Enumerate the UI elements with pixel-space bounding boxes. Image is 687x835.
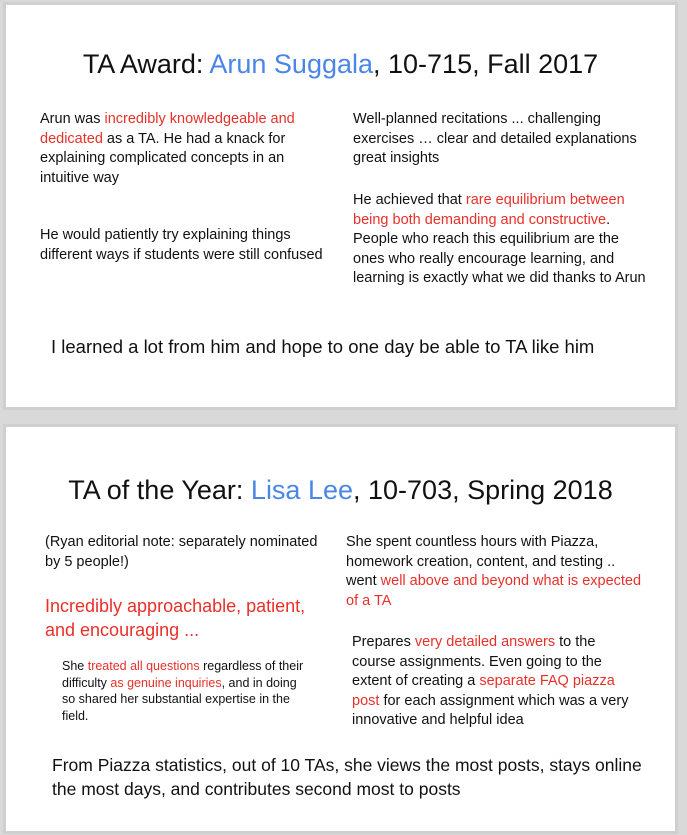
title-prefix: TA of the Year: [68,475,251,505]
awardee-name: Arun Suggala [209,49,374,79]
quote-equilibrium: He achieved that rare equilibrium between being both demanding and constructive. People who reach this equilibrium are the ones who really encourage learning, and learning is exactly what we did thanks to Arun [353,192,646,286]
closing-quote: I learned a lot from him and hope to one day be able to TA like him [51,336,595,357]
quote-knowledgeable: Arun was incredibly knowledgeable and dedicated as a TA. He had a knack for explaining complicated concepts in an intuitive way [40,111,295,186]
slide-arun-award [3,2,678,410]
title-prefix: TA Award: [82,49,210,79]
highlight-text: well above and beyond what is expected of a TA [346,573,642,609]
highlight-text: very detailed answers [414,634,556,650]
awardee-name: Lisa Lee [250,475,354,505]
quote-patient: He would patiently try explaining things different ways if students were still confused [40,227,323,263]
title-suffix: , 10-715, Fall 2017 [373,49,599,79]
editorial-note: (Ryan editorial note: separately nominated by 5 people!) [45,534,318,570]
quote-detailed-answers: Prepares very detailed answers to the course assignments. Even going to the extent of creating a separate FAQ piazza post for each assignment which was a very innovative and helpful idea [352,634,629,728]
slide-lisa-award [3,424,678,834]
quote-questions: She treated all questions regardless of their difficulty as genuine inquiries, and in doing so shared her substantial expertise in the field. [62,659,304,723]
piazza-statistics: From Piazza statistics, out of 10 TAs, she views the most posts, stays online the most days, and contributes second most to posts [52,755,642,799]
highlight-text: as genuine inquiries [110,675,222,690]
highlight-text: rare equilibrium between being both demanding and constructive [353,192,625,228]
quote-approachable: Incredibly approachable, patient, and encouraging ... [45,596,306,640]
quote-recitations: Well-planned recitations ... challenging exercises … clear and detailed explanations great insights [353,111,637,166]
slide-title [6,49,675,80]
quote-piazza-hours: She spent countless hours with Piazza, homework creation, content, and testing .. went well above and beyond what is expected of a TA [346,534,642,609]
title-suffix: , 10-703, Spring 2018 [353,475,613,505]
slide-title [6,475,675,506]
highlight-text: treated all questions [87,659,200,673]
highlight-text: separate FAQ piazza post [352,673,615,709]
highlight-text: incredibly knowledgeable and dedicated [40,111,295,147]
